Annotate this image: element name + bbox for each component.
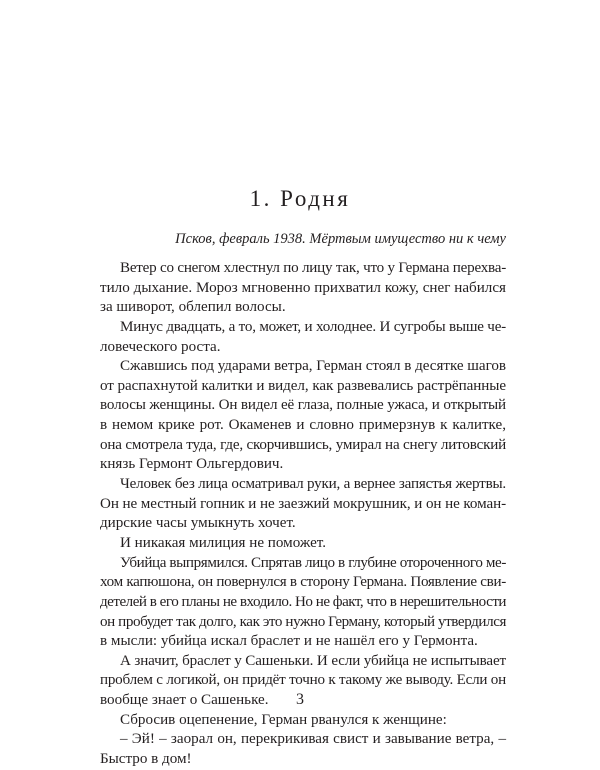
text-line: Сбросив оцепенение, Герман рванулся к женщине:: [120, 711, 447, 728]
text-line: Убийца выпрямился. Спрятав лицо в глубине отороченного ме-: [120, 554, 506, 571]
text-line: в мысли: убийца искал браслет и не нашёл его у Гермонта.: [100, 633, 478, 650]
text-line: дирские часы умыкнуть хочет.: [100, 515, 296, 532]
text-line: тило дыхание. Мороз мгновенно прихватил кожу, снег набился: [100, 279, 506, 296]
chapter-epigraph: Псков, февраль 1938. Мёртвым имущество ни к чему: [175, 231, 506, 247]
text-line: Быстро в дом!: [100, 751, 192, 768]
text-line: она смотрела туда, где, скорчившись, умирал на снегу литовский: [100, 436, 507, 453]
text-line: хом капюшона, он повернулся в сторону Германа. Появление сви-: [100, 574, 506, 591]
text-line: князь Гермонт Ольгердович.: [100, 456, 284, 473]
text-line: Он не местный гопник и не заезжий мокрушник, и он не коман-: [100, 495, 507, 512]
text-line: вообще знает о Сашеньке.: [100, 692, 269, 709]
text-line: проблем с логикой, он придёт точно к такому же выводу. Если он: [100, 672, 506, 689]
text-line: – Эй! – заорал он, перекрикивая свист и завывание ветра, –: [120, 731, 506, 748]
text-line: Ветер со снегом хлестнул по лицу так, что у Германа перехва-: [120, 260, 506, 276]
text-line: за шиворот, облепил волосы.: [100, 299, 286, 316]
text-line: волосы женщины. Он видел её глаза, полные ужаса, и открытый: [100, 397, 506, 414]
page-number: 3: [296, 691, 304, 708]
text-line: ловеческого роста.: [100, 338, 221, 355]
text-line: он пробудет так долго, как это нужно Герману, который утвердился: [100, 613, 507, 630]
text-line: Минус двадцать, а то, может, и холоднее. И сугробы выше че-: [120, 318, 506, 335]
text-line: детелей в его планы не входило. Но не факт, что в нерешительности: [100, 593, 506, 610]
text-line: Человек без лица осматривал руки, а вернее запястья жертвы.: [120, 476, 507, 493]
text-line: в немом крике рот. Окаменев и словно примерзнув к калитке,: [100, 417, 506, 434]
text-line: от распахнутой калитки и видел, как развевались растрёпанные: [100, 377, 506, 394]
text-line: А значит, браслет у Сашеньки. И если убийца не испытывает: [120, 652, 506, 669]
text-line: И никакая милиция не поможет.: [120, 534, 327, 551]
text-line: Сжавшись под ударами ветра, Герман стоял в десятке шагов: [120, 358, 506, 375]
chapter-title: 1. Родня: [249, 186, 351, 211]
